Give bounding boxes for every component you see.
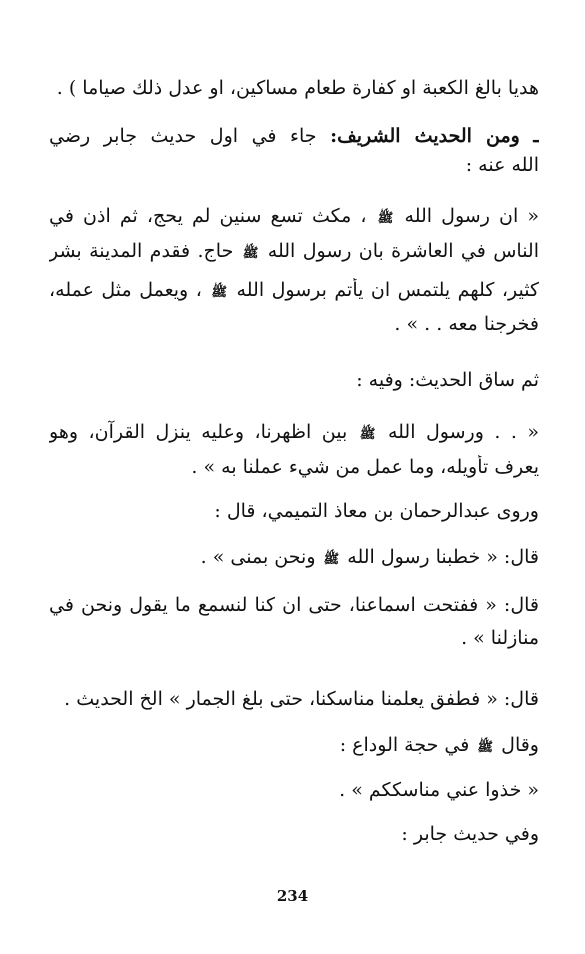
line-13-text: قال: « ففتحت اسماعنا، حتى ان كنا لنسمع ما يقول ونحن في (49, 594, 539, 616)
text-line-6 (49, 278, 539, 305)
line-14-text: منازلنا » . (461, 627, 539, 649)
line-17-text: « خذوا عني مناسككم » . (339, 779, 539, 801)
page-number: 234 (276, 887, 309, 905)
text-line-2 (49, 124, 539, 148)
line-5-text-a: الناس في العاشرة بان رسول الله (260, 240, 539, 262)
line-12-text-b: ونحن بمنى » . (200, 546, 322, 568)
line-3-text: الله عنه : (465, 154, 539, 176)
pbuh-glyph: ﷺ (359, 427, 376, 442)
text-line-4 (49, 204, 539, 231)
line-8-text: ثم ساق الحديث: وفيه : (356, 369, 539, 391)
line-7-text: فخرجنا معه . . » . (394, 313, 539, 335)
text-line-13 (49, 593, 539, 617)
line-15-text: قال: « فطفق يعلمنا مناسكنا، حتى بلغ الجمار » الخ الحديث . (64, 688, 539, 710)
line-16-text-b: في حجة الوداع : (339, 734, 476, 756)
line-10-text: يعرف تأويله، وما عمل من شيء عملنا به » . (191, 456, 539, 478)
text-line-3 (49, 153, 539, 177)
text-line-17 (49, 778, 539, 802)
text-line-8 (49, 368, 539, 392)
text-line-11 (49, 499, 539, 523)
text-line-16 (49, 733, 539, 760)
line-6-text-b: ، ويعمل مثل عمله، (49, 279, 210, 301)
pbuh-glyph: ﷺ (323, 552, 340, 567)
line-5-text-b: حاج. فقدم المدينة بشر (49, 240, 241, 262)
text-line-7 (49, 312, 539, 336)
line-11-text: وروى عبدالرحمان بن معاذ التميمي، قال : (214, 500, 539, 522)
line-9-text-b: بين اظهرنا، وعليه ينزل القرآن، وهو (49, 421, 358, 443)
line-16-text-a: وقال (495, 734, 539, 756)
line-9-text-a: « . . ورسول الله (377, 421, 539, 443)
text-line-18 (49, 822, 539, 846)
pbuh-glyph: ﷺ (477, 740, 494, 755)
text-line-9 (49, 420, 539, 447)
text-line-14 (49, 626, 539, 650)
text-line-15 (49, 687, 539, 711)
line-12-text-a: قال: « خطبنا رسول الله (341, 546, 539, 568)
section-dash: ـ (533, 125, 539, 147)
text-line-10 (49, 455, 539, 479)
line-4-text-a: « ان رسول الله (395, 205, 539, 227)
pbuh-glyph: ﷺ (377, 211, 394, 226)
text-line-5 (49, 239, 539, 266)
text-line-12 (49, 545, 539, 572)
line-2-text: جاء في اول حديث جابر رضي (49, 125, 331, 147)
line-18-text: وفي حديث جابر : (401, 823, 539, 845)
pbuh-glyph: ﷺ (242, 246, 259, 261)
pbuh-glyph: ﷺ (211, 285, 228, 300)
line-4-text-b: ، مكث تسع سنين لم يحج، ثم اذن في (49, 205, 376, 227)
line-1-text: هديا بالغ الكعبة او كفارة طعام مساكين، او عدل ذلك صياما ) . (56, 77, 539, 99)
section-heading: ومن الحديث الشريف: (330, 125, 520, 147)
line-6-text-a: كثير، كلهم يلتمس ان يأتم برسول الله (229, 279, 539, 301)
text-line-1 (49, 76, 539, 100)
